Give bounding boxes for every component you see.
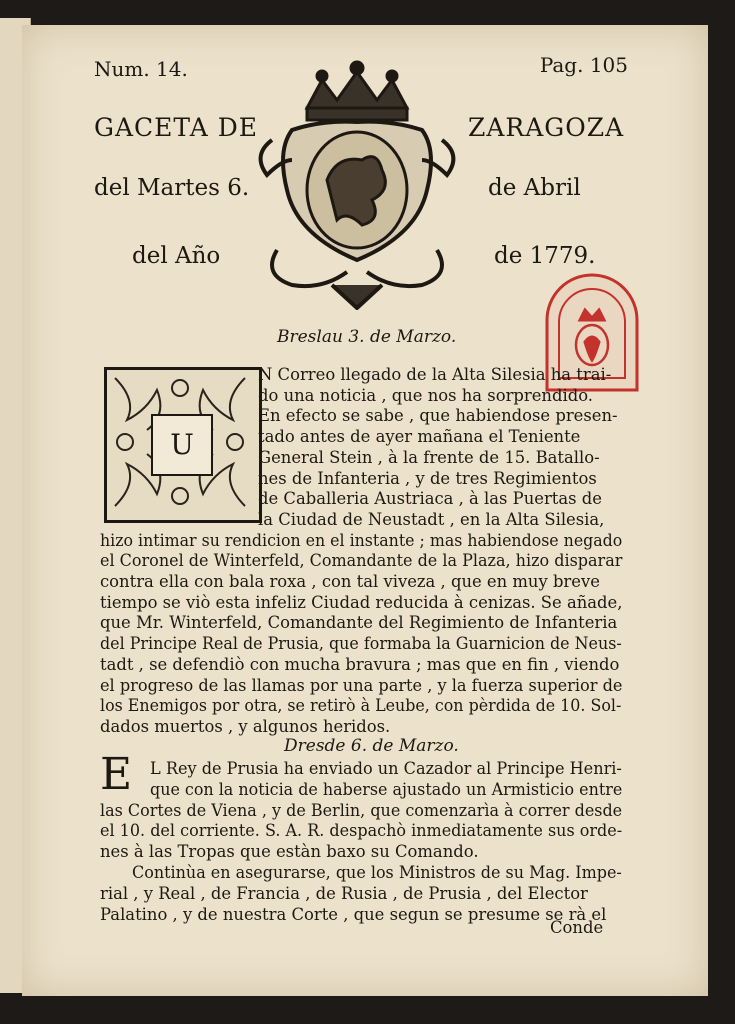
- text-line: tadt , se defendiò con mucha bravura ; mas que en fin , viendo: [100, 654, 620, 674]
- issue-year-left: del Año: [132, 243, 221, 269]
- text-line: N Correo llegado de la Alta Silesia ha trai-: [258, 365, 612, 384]
- catchword: Conde: [550, 918, 604, 937]
- issue-date-left: del Martes 6.: [94, 175, 250, 201]
- gazette-page: [22, 25, 708, 996]
- text-line: de Caballeria Austriaca , à las Puertas de: [258, 489, 602, 509]
- title-left: GACETA DE: [94, 113, 259, 142]
- dateline-breslau: Breslau 3. de Marzo.: [277, 327, 457, 347]
- text-line: do una noticia , que nos ha sorprendido.: [258, 385, 593, 405]
- issue-date-right: de Abril: [488, 175, 581, 201]
- text-line: dados muertos , y algunos heridos.: [100, 716, 391, 736]
- text-line: el progreso de las llamas por una parte , y la fuerza superior de: [100, 675, 623, 695]
- text-line: L Rey de Prusia ha enviado un Cazador al Principe Henri-: [150, 759, 622, 778]
- issue-number: Num. 14.: [94, 57, 188, 81]
- initial-letter-e: E: [100, 749, 133, 800]
- text-line: Palatino , y de nuestra Corte , que segun se presume se rà el: [100, 904, 607, 924]
- text-line: hizo intimar su rendicion en el instante ; mas habiendose negado: [100, 530, 623, 550]
- text-line: la Ciudad de Neustadt , en la Alta Silesia,: [258, 509, 605, 529]
- page-number: Pag. 105: [539, 53, 628, 77]
- decorative-initial: [104, 367, 262, 523]
- text-line: los Enemigos por otra, se retirò à Leube, con pèrdida de 10. Sol-: [100, 696, 622, 716]
- text-line: que Mr. Winterfeld, Comandante del Regimiento de Infanteria: [100, 613, 618, 633]
- dateline-dresde: Dresde 6. de Marzo.: [284, 736, 459, 756]
- text-line: General Stein , à la frente de 15. Batallo-: [258, 447, 600, 467]
- text-line: En efecto se sabe , que habiendose presen-: [258, 406, 618, 426]
- issue-year-right: de 1779.: [494, 243, 596, 269]
- text-line: del Principe Real de Prusia, que formaba la Guarnicion de Neus-: [100, 634, 622, 654]
- title-right: ZARAGOZA: [468, 113, 625, 142]
- text-line: nes de Infanteria , y de tres Regimientos: [258, 468, 597, 488]
- text-line: rial , y Real , de Francia , de Rusia , de Prusia , del Elector: [100, 883, 588, 903]
- text-line: Continùa en asegurarse, que los Ministros de su Mag. Impe-: [132, 863, 622, 882]
- initial-letter: U: [151, 414, 213, 476]
- text-line: que con la noticia de haberse ajustado un Armisticio entre: [150, 779, 623, 799]
- text-line: tado antes de ayer mañana el Teniente: [258, 427, 581, 447]
- text-line: contra ella con bala roxa , con tal viveza , que en muy breve: [100, 572, 600, 591]
- text-line: tiempo se viò esta infeliz Ciudad reducida à cenizas. Se añade,: [100, 592, 623, 612]
- text-line: el Coronel de Winterfeld, Comandante de la Plaza, hizo disparar: [100, 551, 623, 571]
- text-line: las Cortes de Viena , y de Berlin, que comenzarìa à correr desde: [100, 800, 623, 820]
- coat-of-arms-icon: [252, 60, 462, 310]
- text-line: el 10. del corriente. S. A. R. despachò inmediatamente sus orde-: [100, 821, 623, 841]
- text-line: nes à las Tropas que estàn baxo su Comando.: [100, 842, 479, 862]
